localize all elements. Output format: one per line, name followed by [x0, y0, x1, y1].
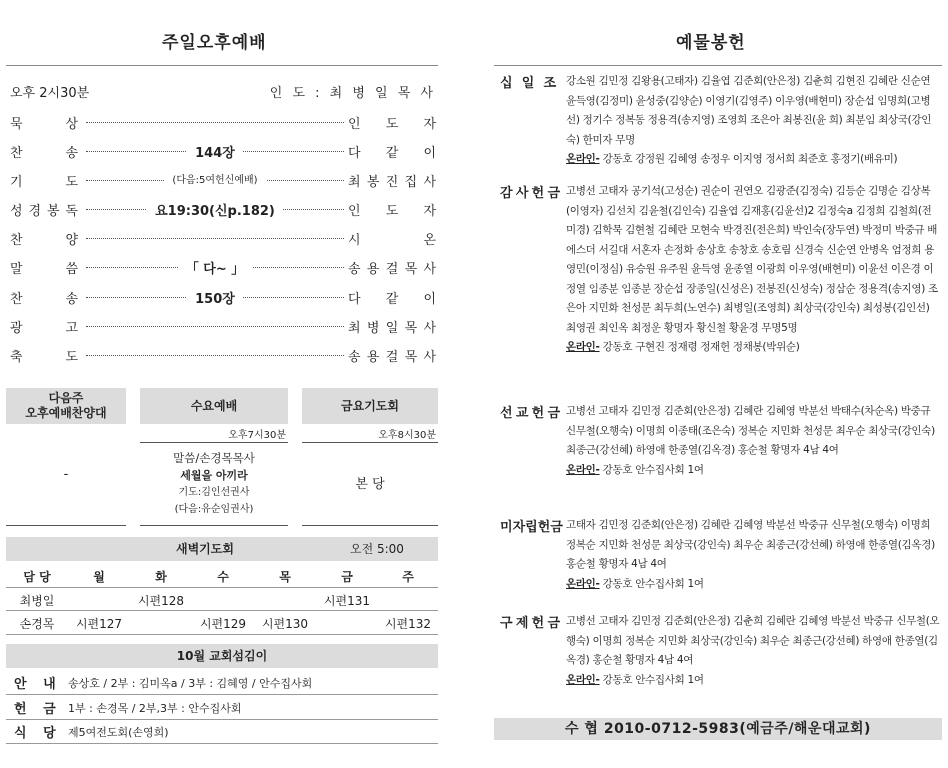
offering-category-char: 사 — [515, 186, 529, 201]
online-names: 강동호 구현진 정재령 정재헌 정채봉(박위순) — [599, 341, 800, 353]
worship-person-char: 시 — [348, 233, 361, 248]
online-offering — [566, 461, 940, 481]
online-offering — [566, 150, 940, 170]
worship-detail — [86, 288, 344, 307]
worship-person-char: 걸 — [385, 350, 399, 365]
worship-item-char: 도 — [65, 175, 78, 190]
worship-person — [348, 200, 436, 219]
worship-item-char: 경 — [28, 204, 42, 219]
worship-person-char: 진 — [385, 175, 399, 190]
worship-row — [10, 258, 436, 278]
dawn-col-header: 주 — [402, 570, 414, 584]
offering-category-char: 교 — [515, 406, 529, 421]
online-label: 온라인- — [566, 463, 600, 476]
worship-person-char: 목 — [404, 262, 418, 277]
service-label: 헌 금 — [14, 702, 62, 717]
worship-person-char: 인 — [348, 204, 361, 219]
offering-category-char: 자 — [512, 520, 526, 535]
online-names: 강동호 안수집사회 1여 — [599, 577, 704, 590]
dotted-leader — [86, 355, 344, 356]
worship-person-char: 사 — [423, 262, 436, 277]
wednesday-details — [140, 450, 288, 518]
divider — [6, 525, 126, 526]
offering-category-char: 감 — [500, 186, 513, 201]
worship-item-char: 상 — [65, 117, 78, 132]
offering-category — [500, 516, 563, 535]
next-choir-label-line1: 다음주 — [48, 391, 84, 405]
worship-person — [348, 113, 436, 132]
worship-person — [348, 317, 436, 336]
dawn-col-header: 화 — [155, 570, 167, 584]
service-row — [6, 672, 438, 694]
offering-category-char: 헌 — [537, 520, 551, 535]
divider — [6, 694, 438, 695]
worship-item-char: 찬 — [10, 292, 23, 307]
worship-person-char: 같 — [385, 292, 399, 307]
worship-item — [10, 346, 78, 365]
worship-person-char: 병 — [366, 321, 380, 336]
offering-category-char: 금 — [547, 186, 560, 201]
worship-time: 오후 2시30분 — [10, 86, 90, 101]
divider — [140, 525, 288, 526]
worship-item-char: 도 — [65, 350, 78, 365]
worship-person-char: 온 — [423, 233, 436, 248]
next-choir-label-line2: 오후예배찬양대 — [25, 406, 107, 420]
worship-row — [10, 113, 436, 133]
dawn-passage: 시편130 — [261, 617, 309, 631]
divider — [6, 587, 438, 588]
worship-item-char: 성 — [10, 204, 23, 219]
friday-time: 오후8시30분 — [378, 430, 436, 441]
offering-names — [566, 402, 940, 480]
offering-category-char: 헌 — [531, 406, 545, 421]
worship-person — [348, 171, 436, 190]
offering-category-char: 구 — [500, 616, 513, 631]
worship-item-char: 양 — [65, 233, 78, 248]
worship-row — [10, 142, 436, 162]
worship-person-char: 최 — [348, 321, 361, 336]
worship-person-char: 도 — [385, 117, 399, 132]
worship-person-char: 이 — [423, 292, 436, 307]
offering-category-char: 금 — [547, 406, 560, 421]
worship-detail — [86, 171, 344, 187]
dawn-prayer-time: 오전 5:00 — [350, 541, 404, 556]
worship-item — [10, 288, 78, 307]
dawn-col-header: 금 — [341, 570, 353, 584]
worship-person-char: 목 — [404, 350, 418, 365]
worship-person-char: 집 — [404, 175, 418, 190]
divider — [6, 743, 438, 744]
offering-category-char: 헌 — [531, 186, 545, 201]
worship-person-char: 사 — [423, 350, 436, 365]
dotted-leader — [86, 326, 344, 327]
worship-item-char: 찬 — [10, 146, 23, 161]
dawn-leader: 손경목 — [19, 617, 55, 631]
wednesday-time: 오후7시30분 — [228, 430, 286, 441]
offering-names-text: 강소원 김민정 김왕용(고태자) 김율엽 김준회(안은정) 김춘희 김현진 김혜란 신순연 윤득영(김정미) 윤성중(김양순) 이영기(김영주) 이우영(배현미) 장순섭 임명희(고병선) 정기수 정복동 정용격(송지영) 조영희 조은아 최봉진(윤 희) 최분임 최상국(강인숙) 한미자 무명 — [566, 75, 932, 146]
worship-item-char: 씀 — [65, 262, 78, 277]
next-choir-value: - — [63, 467, 69, 482]
divider — [6, 610, 438, 611]
worship-person-char: 송 — [348, 262, 361, 277]
divider — [302, 525, 438, 526]
online-names: 강동호 안수집사회 1여 — [599, 673, 704, 686]
worship-person-char: 용 — [366, 262, 380, 277]
worship-item — [10, 171, 78, 190]
worship-person-char: 목 — [404, 321, 418, 336]
dawn-row — [6, 592, 438, 610]
service-label: 안 내 — [14, 677, 62, 692]
service-header: 10월 교회섬김이 — [6, 644, 438, 668]
worship-person — [348, 258, 436, 277]
worship-item — [10, 229, 78, 248]
offering-category-char: 십 — [500, 76, 513, 91]
divider — [6, 65, 438, 66]
dawn-passage: 시편128 — [137, 594, 185, 608]
worship-item-char: 광 — [10, 321, 23, 336]
worship-item-char: 묵 — [10, 117, 23, 132]
worship-person-char: 봉 — [366, 175, 380, 190]
worship-person-char: 이 — [423, 146, 436, 161]
dotted-leader — [86, 238, 344, 239]
online-offering — [566, 671, 940, 691]
worship-person-char: 같 — [385, 146, 399, 161]
worship-item — [10, 200, 78, 219]
worship-person-char: 자 — [423, 117, 436, 132]
offering-names-text: 고병선 고태자 공기석(고성순) 권순이 권연오 김광준(김정숙) 김등순 김명순 김상복(이영자) 김선치 김윤철(김인숙) 김율엽 김재홍(김윤선)2 김정숙a 김정희 김철희(전미경) 김학묵 김현철 김혜란 모현숙 박경진(전은희) 박인숙(장두연) 박정미 박중규 배에스더 서길대 서혼자 손정화 송상호 송창호 송호림 신경숙 신순연 안병옥 엄정희 용영민(이정심) 유승원 유주원 윤득영 윤종열 이광희 이우영(배현미) 이윤선 이은경 이정열 임종분 임종분 장순섭 장종일(신성은) 전봉진(신성숙) 정삼순 정용격(송지영) 조은아 지민화 천성문 최두희(노연수) 최병일(조영희) 최상국(강인숙) 최성봉(김인선) 최영권 최인옥 최정운 황명자 황신철 황윤경 무명5명 — [566, 185, 938, 334]
worship-item-char: 말 — [10, 262, 23, 277]
offering-title: 예물봉헌 — [676, 33, 746, 53]
worship-item — [10, 113, 78, 132]
online-label: 온라인- — [566, 341, 600, 353]
worship-person-char: 일 — [385, 321, 399, 336]
offering-names — [566, 516, 940, 594]
offering-category-char: 금 — [547, 616, 560, 631]
worship-person-char: 다 — [348, 146, 361, 161]
worship-item — [10, 142, 78, 161]
online-offering — [566, 338, 940, 358]
worship-person-char: 용 — [366, 350, 380, 365]
dawn-prayer-label: 새벽기도회 — [176, 541, 234, 556]
dawn-prayer-header — [6, 537, 438, 561]
offering-names-text: 고병선 고태자 김민정 김준회(안은정) 김혜란 김혜영 박분선 박태수(차순옥) 박중규 신무철(오행숙) 이명희 이종태(조은숙) 정복순 지민화 천성문 최우순 최상국(강인숙) 최종근(강선혜) 하영애 한종열(김옥경) 홍순철 황명자 4남 4여 — [566, 405, 935, 456]
offering-category-char: 일 — [521, 76, 535, 91]
dawn-leader: 최병일 — [19, 594, 55, 608]
worship-detail-text: 150장 — [187, 292, 243, 307]
dawn-row — [6, 615, 438, 633]
wednesday-sermon: 말씀/손경목목사 — [173, 451, 255, 465]
service-label: 식 당 — [14, 726, 62, 741]
online-label: 온라인- — [566, 153, 600, 165]
offering-names — [566, 612, 940, 690]
worship-detail-text: 요19:30(신p.182) — [147, 204, 283, 219]
offering-names-text: 고태자 김민정 김준회(안은정) 김혜란 김혜영 박분선 박중규 신무철(오행숙) 이명희 정복순 지민화 천성문 최상국(강인숙) 최우순 최종근(강선혜) 하영애 한종열(김옥경) 홍순철 황명자 4남 4여 — [566, 519, 935, 570]
offering-names — [566, 72, 940, 170]
right-column — [494, 0, 942, 768]
worship-item-char: 기 — [10, 175, 23, 190]
wednesday-prayer: 기도:김인선권사 — [178, 487, 250, 498]
online-offering — [566, 575, 940, 595]
worship-person-char: 도 — [385, 204, 399, 219]
worship-person-char: 사 — [423, 321, 436, 336]
dotted-leader — [86, 122, 344, 123]
divider — [6, 634, 438, 635]
worship-item-char: 고 — [65, 321, 78, 336]
worship-detail — [86, 142, 344, 161]
worship-detail-text: 「 다~ 」 — [178, 262, 253, 277]
dawn-passage: 시편131 — [323, 594, 371, 608]
worship-item-char: 찬 — [10, 233, 23, 248]
offering-category-char: 헌 — [531, 616, 545, 631]
offering-category-char: 미 — [500, 520, 513, 535]
worship-leader: 인 도 : 최 병 일 목 사 — [269, 86, 436, 101]
offering-names — [566, 182, 940, 358]
worship-row — [10, 346, 436, 366]
worship-detail — [86, 200, 344, 219]
offering-category — [500, 402, 560, 421]
wednesday-label: 수요예배 — [140, 388, 288, 424]
dawn-col-header: 담 당 — [23, 570, 51, 584]
worship-person — [348, 288, 436, 307]
worship-person-char: 사 — [423, 175, 436, 190]
left-column — [6, 0, 438, 768]
offering-category-char: 금 — [550, 520, 563, 535]
online-label: 온라인- — [566, 673, 600, 686]
offering-category — [500, 72, 556, 91]
bank-account: 수 협 2010-0712-5983(예금주/해운대교회) — [494, 718, 942, 740]
offering-category — [500, 612, 560, 631]
online-names: 강동호 강정원 김혜영 송정우 이지영 정서희 최준호 홍정기(배유미) — [599, 153, 898, 165]
online-label: 온라인- — [566, 577, 600, 590]
next-choir-label — [6, 388, 126, 424]
online-names: 강동호 안수집사회 1여 — [599, 463, 704, 476]
service-value: 제5여전도회(손영희) — [68, 726, 169, 739]
worship-person-char: 걸 — [385, 262, 399, 277]
divider — [494, 65, 942, 66]
service-value: 1부 : 손경목 / 2부,3부 : 안수집사회 — [68, 702, 242, 715]
offering-category-char: 립 — [525, 520, 538, 535]
worship-detail-text: (다음:5여헌신예배) — [164, 175, 265, 186]
divider — [6, 719, 438, 720]
worship-item-char: 송 — [65, 292, 78, 307]
worship-person — [348, 346, 436, 365]
worship-person-char: 자 — [423, 204, 436, 219]
dawn-passage: 시편129 — [199, 617, 247, 631]
worship-row — [10, 200, 436, 220]
dawn-col-header: 월 — [93, 570, 105, 584]
wednesday-sermon-title: 세월을 아끼라 — [180, 469, 248, 482]
worship-item — [10, 317, 78, 336]
wednesday-next-prayer: (다음:유순임권사) — [174, 504, 254, 515]
worship-item-char: 송 — [65, 146, 78, 161]
worship-person-char: 최 — [348, 175, 361, 190]
worship-title: 주일오후예배 — [162, 33, 267, 53]
worship-item-char: 봉 — [46, 204, 60, 219]
offering-category-char: 선 — [500, 406, 513, 421]
worship-person-char: 인 — [348, 117, 361, 132]
offering-names-text: 고병선 고태자 김민정 김준회(안은정) 김춘희 김혜란 김혜영 박분선 박중규 신무철(오행숙) 이명희 정복순 지민화 최상국(강인숙) 최우순 최종근(강선혜) 하영애 한종열(김옥경) 홍순철 황명자 4남 4여 — [566, 615, 940, 666]
offering-category-char: 제 — [515, 616, 529, 631]
dawn-passage: 시편132 — [384, 617, 432, 631]
worship-person — [348, 229, 436, 248]
service-value: 송상호 / 2부 : 김미옥a / 3부 : 김혜영 / 안수집사회 — [68, 677, 313, 690]
dawn-passage: 시편127 — [75, 617, 123, 631]
friday-label: 금요기도회 — [302, 388, 438, 424]
friday-place: 본 당 — [355, 477, 385, 492]
dawn-col-header: 목 — [279, 570, 291, 584]
worship-person-char: 다 — [348, 292, 361, 307]
worship-person — [348, 142, 436, 161]
worship-detail-text: 144장 — [187, 146, 243, 161]
worship-item-char: 축 — [10, 350, 23, 365]
worship-detail — [86, 258, 344, 277]
worship-row — [10, 171, 436, 191]
worship-item — [10, 258, 78, 277]
dawn-col-header: 수 — [217, 570, 229, 584]
service-row — [6, 697, 438, 719]
worship-row — [10, 288, 436, 308]
service-row — [6, 721, 438, 743]
worship-row — [10, 229, 436, 249]
offering-category — [500, 182, 560, 201]
worship-item-char: 독 — [65, 204, 78, 219]
worship-row — [10, 317, 436, 337]
worship-person-char: 송 — [348, 350, 361, 365]
offering-category-char: 조 — [543, 76, 556, 91]
dawn-table-header — [6, 568, 438, 586]
